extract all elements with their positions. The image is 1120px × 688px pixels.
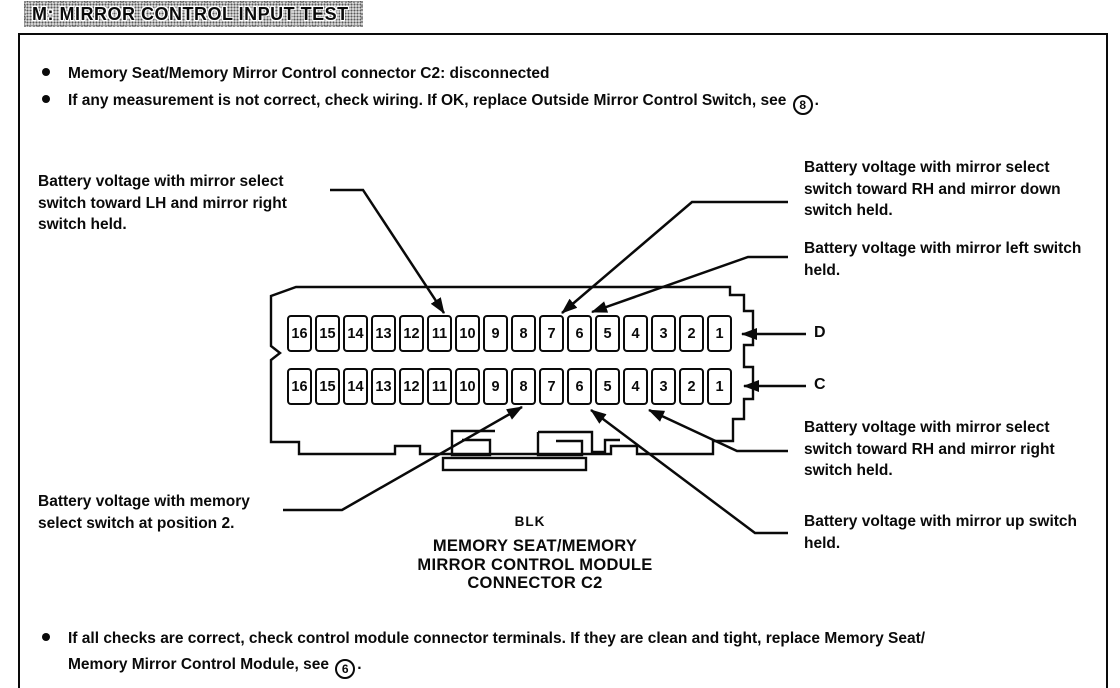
ref-6-badge: 6: [335, 659, 355, 679]
pin-row-d: 15: [315, 315, 340, 352]
note-text: If any measurement is not correct, check wiring. If OK, replace Outside Mirror Control Switch, see: [68, 92, 787, 109]
pin-row-c: 6: [567, 368, 592, 405]
pin-row-d: 3: [651, 315, 676, 352]
connector-caption: [395, 537, 675, 593]
pin-row-d: 16: [287, 315, 312, 352]
connector-row-c: [287, 368, 732, 405]
wire-color-label: BLK: [514, 514, 546, 529]
pin-row-d: 2: [679, 315, 704, 352]
pin-row-d: 4: [623, 315, 648, 352]
note-punct: .: [814, 92, 819, 109]
ref-8-badge: 8: [793, 95, 813, 115]
callout-mirror-left: Battery voltage with mirror left switch held.: [804, 240, 1082, 279]
bullet-icon: [42, 95, 50, 103]
row-c-label: C: [814, 376, 826, 393]
callout-mirror-up: Battery voltage with mirror up switch held.: [804, 513, 1078, 552]
bullet-icon: [42, 68, 50, 76]
note-text: Memory Seat/Memory Mirror Control connector C2: disconnected: [68, 65, 550, 82]
pin-row-c: 13: [371, 368, 396, 405]
section-title-bar: [24, 1, 363, 27]
pin-row-c: 3: [651, 368, 676, 405]
pin-row-c: 10: [455, 368, 480, 405]
caption-line: MEMORY SEAT/MEMORY: [432, 537, 638, 555]
note-text: If all checks are correct, check control module connector terminals. If they are clean and tight, replace Memory Seat/: [68, 630, 926, 647]
pin-row-d: 11: [427, 315, 452, 352]
pin-row-d: 7: [539, 315, 564, 352]
pin-row-c: 12: [399, 368, 424, 405]
row-d-label: D: [814, 324, 826, 341]
pin-row-c: 16: [287, 368, 312, 405]
pin-row-d: 5: [595, 315, 620, 352]
pin-row-d: 1: [707, 315, 732, 352]
pin-row-c: 4: [623, 368, 648, 405]
pin-row-d: 9: [483, 315, 508, 352]
callout-memory-position2: Battery voltage with memory select switch at position 2.: [38, 493, 250, 532]
callout-rh-mirror-right: Battery voltage with mirror select switch toward RH and mirror right switch held.: [804, 419, 1055, 479]
connector-row-d: [287, 315, 732, 352]
note-text-line2: [68, 652, 1092, 679]
pin-row-c: 1: [707, 368, 732, 405]
pin-row-c: 7: [539, 368, 564, 405]
pin-row-c: 9: [483, 368, 508, 405]
pin-row-d: 8: [511, 315, 536, 352]
pin-row-c: 8: [511, 368, 536, 405]
pin-row-d: 12: [399, 315, 424, 352]
callout-lh-mirror-right: Battery voltage with mirror select switch toward LH and mirror right switch held.: [38, 173, 287, 233]
pin-row-c: 14: [343, 368, 368, 405]
pin-row-d: 14: [343, 315, 368, 352]
note-connector-disconnected: [42, 61, 1082, 87]
callout-rh-mirror-down: Battery voltage with mirror select switch toward RH and mirror down switch held.: [804, 159, 1061, 219]
pin-row-c: 15: [315, 368, 340, 405]
pin-row-d: 10: [455, 315, 480, 352]
note-check-wiring: [42, 88, 1092, 115]
note-final-check: [42, 626, 1092, 679]
caption-line: MIRROR CONTROL MODULE: [417, 555, 653, 574]
caption-line: CONNECTOR C2: [467, 574, 603, 592]
pin-row-d: 6: [567, 315, 592, 352]
note-punct: .: [357, 656, 362, 673]
pin-row-c: 11: [427, 368, 452, 405]
note-text: Memory Mirror Control Module, see: [68, 656, 329, 673]
pin-row-c: 2: [679, 368, 704, 405]
pin-row-d: 13: [371, 315, 396, 352]
bullet-icon: [42, 633, 50, 641]
section-title: M: MIRROR CONTROL INPUT TEST: [32, 3, 349, 24]
pin-row-c: 5: [595, 368, 620, 405]
